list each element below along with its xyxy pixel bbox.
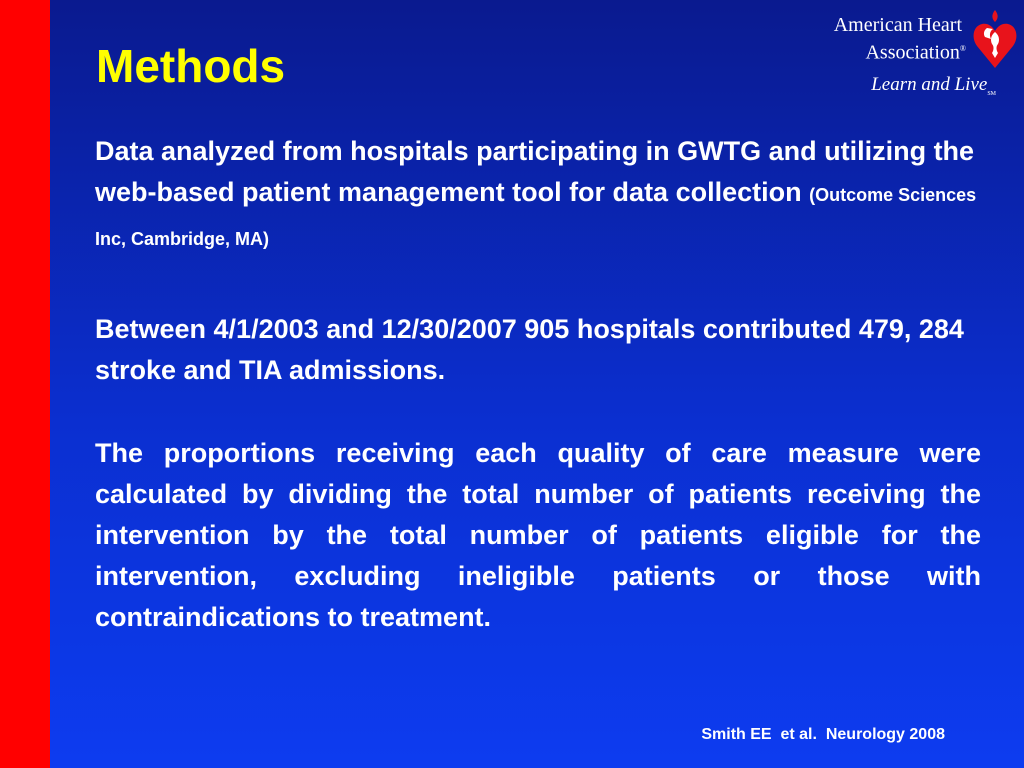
paragraph-study-period: Between 4/1/2003 and 12/30/2007 905 hospitals contributed 479, 284 stroke and TIA admissions.: [95, 314, 964, 385]
heart-torch-icon: [970, 6, 1020, 72]
left-accent-bar: [0, 0, 50, 768]
logo-text-line1: American Heart: [833, 14, 962, 36]
registered-mark: ®: [959, 44, 966, 53]
logo-tagline: [871, 74, 996, 105]
slide-title: Methods: [96, 40, 286, 92]
service-mark: SM: [987, 90, 996, 97]
paragraph-data-source-text: Data analyzed from hospitals participating in GWTG and utilizing the web-based patient management tool for data collection: [95, 136, 975, 207]
paragraph-proportions-method: The proportions receiving each quality of care measure were calculated by dividing the total number of patients receiving the intervention by the total number of patients eligible for the intervention, excluding ineligible patients or those with contraindications to treatment.: [95, 438, 981, 632]
paragraph-data-source: [95, 131, 981, 260]
logo-tagline-text: Learn and Live: [871, 74, 988, 95]
source-note: (Outcome Sciences Inc, Cambridge, MA): [95, 185, 977, 249]
citation: Smith EE et al. Neurology 2008: [701, 726, 945, 743]
aha-logo: [806, 6, 1020, 106]
logo-text-association: Association: [865, 41, 960, 64]
logo-text-line2: [865, 38, 966, 64]
